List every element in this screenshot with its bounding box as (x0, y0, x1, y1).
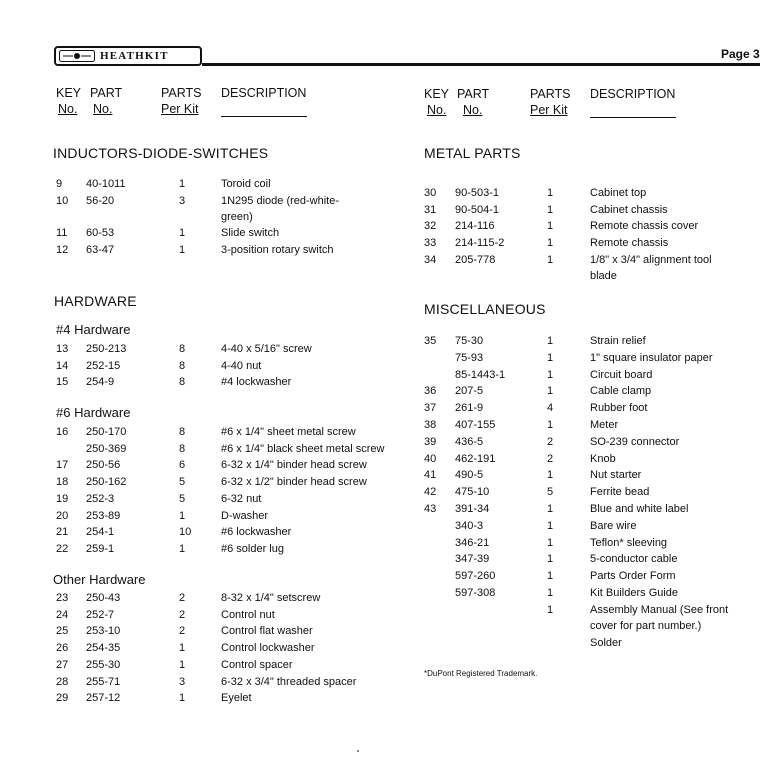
qty-cell: 1 (547, 253, 554, 266)
part-cell: 346-21 (455, 536, 490, 549)
page-speck (357, 750, 359, 752)
desc-cell: Control flat washer (221, 625, 313, 638)
part-cell: 254-1 (86, 526, 115, 539)
desc-cell-continued: green) (221, 210, 253, 223)
col-key-no-left: No. (58, 102, 78, 116)
desc-cell: Solder (590, 636, 622, 649)
key-cell: 35 (424, 335, 437, 347)
col-desc-underline-left (221, 116, 307, 117)
header-rule (202, 63, 760, 66)
col-parts-right: PARTS (530, 87, 571, 101)
desc-cell: Control lockwasher (221, 642, 315, 655)
desc-cell: Teflon* sleeving (590, 536, 668, 549)
qty-cell: 1 (547, 469, 554, 482)
desc-cell: Cabinet chassis (590, 203, 668, 216)
qty-cell: 5 (179, 476, 186, 489)
brand-name: HEATHKIT (100, 50, 169, 62)
key-cell: 39 (424, 435, 437, 448)
desc-cell: Kit Builders Guide (590, 587, 679, 599)
part-cell: 250-369 (86, 442, 127, 455)
part-cell: 90-504-1 (455, 203, 500, 216)
desc-cell: 1/8" x 3/4" alignment tool (590, 253, 712, 266)
part-cell: 259-1 (86, 542, 115, 555)
section-misc-title: MISCELLANEOUS (424, 301, 546, 317)
desc-cell: D-washer (221, 509, 269, 522)
key-cell: 9 (56, 178, 63, 190)
desc-cell: 4-40 nut (221, 359, 262, 372)
qty-cell: 1 (547, 587, 554, 599)
col-per-kit-left: Per Kit (161, 102, 199, 116)
desc-cell: Blue and white label (590, 503, 689, 515)
desc-cell: Nut starter (590, 469, 642, 482)
part-cell: 56-20 (86, 194, 115, 207)
qty-cell: 1 (547, 368, 554, 381)
desc-cell: Parts Order Form (590, 570, 676, 583)
key-cell: 20 (56, 509, 69, 522)
key-cell: 27 (56, 658, 69, 671)
desc-cell: 4-40 x 5/16" screw (221, 343, 312, 355)
part-cell: 75-30 (455, 335, 484, 347)
key-cell: 17 (56, 459, 69, 472)
part-cell: 257-12 (86, 692, 121, 705)
part-cell: 250-43 (86, 592, 121, 604)
qty-cell: 6 (179, 459, 186, 472)
desc-cell: SO-239 connector (590, 435, 680, 448)
qty-cell: 1 (179, 542, 186, 555)
part-cell: 255-30 (86, 658, 121, 671)
desc-cell: #6 solder lug (221, 542, 284, 555)
qty-cell: 5 (179, 492, 186, 505)
part-cell: 40-1011 (86, 178, 126, 190)
part-cell: 340-3 (455, 519, 484, 532)
qty-cell: 1 (547, 351, 554, 364)
key-cell: 14 (56, 359, 69, 372)
key-cell: 12 (56, 244, 69, 257)
qty-cell: 2 (179, 625, 186, 638)
part-cell: 63-47 (86, 244, 115, 257)
desc-cell: 6-32 x 3/4" threaded spacer (221, 675, 357, 688)
desc-cell: Knob (590, 452, 616, 465)
key-cell: 26 (56, 642, 69, 655)
desc-cell: 8-32 x 1/4" setscrew (221, 592, 321, 604)
qty-cell: 8 (179, 343, 186, 355)
heathkit-logo (54, 46, 202, 66)
desc-cell: 6-32 x 1/4" binder head screw (221, 459, 367, 472)
key-cell: 41 (424, 469, 437, 482)
part-cell: 597-260 (455, 570, 496, 583)
qty-cell: 10 (179, 526, 192, 539)
part-cell: 597-308 (455, 587, 496, 599)
key-cell: 28 (56, 675, 69, 688)
part-cell: 261-9 (455, 402, 484, 415)
qty-cell: 2 (179, 592, 186, 604)
part-cell: 252-7 (86, 608, 115, 621)
col-key-no-right: No. (427, 103, 447, 117)
desc-cell: Control spacer (221, 658, 293, 671)
key-cell: 32 (424, 220, 437, 233)
subsection-hw4-title: #4 Hardware (56, 322, 131, 337)
key-cell: 13 (56, 343, 69, 355)
desc-cell: Remote chassis cover (590, 220, 699, 233)
desc-cell: Eyelet (221, 692, 252, 705)
col-part-right: PART (457, 87, 490, 101)
qty-cell: 1 (547, 187, 554, 199)
key-cell: 33 (424, 237, 437, 250)
qty-cell: 2 (547, 435, 554, 448)
qty-cell: 8 (179, 376, 186, 389)
part-cell: 475-10 (455, 486, 490, 499)
qty-cell: 1 (179, 178, 186, 190)
key-cell: 43 (424, 503, 437, 515)
desc-cell: Meter (590, 419, 619, 431)
col-key-left: KEY (56, 86, 82, 100)
desc-cell: Assembly Manual (See front (590, 603, 729, 616)
qty-cell: 1 (179, 244, 186, 257)
part-cell: 85-1443-1 (455, 368, 506, 381)
col-per-kit-right: Per Kit (530, 103, 568, 117)
qty-cell: 1 (547, 203, 554, 216)
part-cell: 214-115-2 (455, 237, 505, 250)
qty-cell: 1 (547, 385, 554, 398)
desc-cell: 1N295 diode (red-white- (221, 194, 340, 207)
key-cell: 34 (424, 253, 437, 266)
key-cell: 22 (56, 542, 69, 555)
key-cell: 42 (424, 486, 437, 499)
part-cell: 490-5 (455, 469, 484, 482)
key-cell: 23 (56, 592, 69, 604)
qty-cell: 1 (179, 692, 186, 705)
col-part-no-left: No. (93, 102, 113, 116)
qty-cell: 1 (547, 603, 554, 616)
part-cell: 347-39 (455, 553, 490, 566)
part-cell: 255-71 (86, 675, 121, 688)
key-cell: 21 (56, 526, 69, 539)
qty-cell: 1 (547, 503, 554, 515)
key-cell: 18 (56, 476, 69, 489)
qty-cell: 1 (547, 536, 554, 549)
qty-cell: 8 (179, 426, 186, 438)
footnote: *DuPont Registered Trademark. (424, 669, 538, 678)
section-metal-title: METAL PARTS (424, 145, 521, 161)
desc-cell: Rubber foot (590, 402, 648, 415)
col-parts-left: PARTS (161, 86, 202, 100)
qty-cell: 1 (547, 553, 554, 566)
desc-cell: Slide switch (221, 227, 280, 240)
subsection-hw6-title: #6 Hardware (56, 405, 131, 420)
part-cell: 250-170 (86, 426, 127, 438)
col-desc-underline-right (590, 117, 676, 118)
qty-cell: 5 (547, 486, 554, 499)
desc-cell: 6-32 x 1/2" binder head screw (221, 476, 367, 489)
desc-cell: Control nut (221, 608, 275, 621)
desc-cell: 6-32 nut (221, 492, 262, 505)
qty-cell: 1 (179, 658, 186, 671)
part-cell: 252-15 (86, 359, 121, 372)
part-cell: 75-93 (455, 351, 484, 364)
key-cell: 29 (56, 692, 69, 705)
part-cell: 207-5 (455, 385, 484, 398)
desc-cell: Remote chassis (590, 237, 669, 250)
desc-cell: 1" square insulator paper (590, 351, 713, 364)
section-inductors-title: INDUCTORS-DIODE-SWITCHES (53, 145, 269, 161)
qty-cell: 1 (179, 642, 186, 655)
qty-cell: 1 (547, 335, 554, 347)
key-cell: 15 (56, 376, 69, 389)
part-cell: 90-503-1 (455, 187, 500, 199)
desc-cell: #6 x 1/4" black sheet metal screw (221, 442, 385, 455)
desc-cell-continued: blade (590, 269, 617, 282)
qty-cell: 8 (179, 442, 186, 455)
desc-cell: #6 x 1/4" sheet metal screw (221, 426, 356, 438)
qty-cell: 1 (179, 227, 186, 240)
qty-cell: 3 (179, 675, 186, 688)
key-cell: 24 (56, 608, 69, 621)
desc-cell: Toroid coil (221, 178, 271, 190)
part-cell: 253-89 (86, 509, 121, 522)
part-cell: 250-56 (86, 459, 121, 472)
col-desc-left: DESCRIPTION (221, 86, 307, 100)
desc-cell: Bare wire (590, 519, 637, 532)
qty-cell: 1 (547, 519, 554, 532)
part-cell: 253-10 (86, 625, 121, 638)
key-cell: 38 (424, 419, 437, 431)
col-desc-right: DESCRIPTION (590, 87, 676, 101)
key-cell: 37 (424, 402, 437, 415)
part-cell: 252-3 (86, 492, 115, 505)
key-cell: 30 (424, 187, 437, 199)
key-cell: 16 (56, 426, 69, 438)
desc-cell: #6 lockwasher (221, 526, 292, 539)
desc-cell: Cabinet top (590, 187, 647, 199)
part-cell: 250-162 (86, 476, 127, 489)
part-cell: 391-34 (455, 503, 490, 515)
part-cell: 250-213 (86, 343, 127, 355)
col-key-right: KEY (424, 87, 450, 101)
qty-cell: 4 (547, 402, 554, 415)
key-cell: 19 (56, 492, 69, 505)
desc-cell-continued: cover for part number.) (590, 619, 702, 632)
part-cell: 254-35 (86, 642, 121, 655)
qty-cell: 1 (547, 419, 554, 431)
key-cell: 25 (56, 625, 69, 638)
desc-cell: 5-conductor cable (590, 553, 678, 566)
col-part-left: PART (90, 86, 123, 100)
part-cell: 205-778 (455, 253, 496, 266)
key-cell: 31 (424, 203, 437, 216)
page-number: Page 3 (721, 47, 760, 61)
desc-cell: #4 lockwasher (221, 376, 292, 389)
qty-cell: 1 (179, 509, 186, 522)
key-cell: 36 (424, 385, 437, 398)
desc-cell: Circuit board (590, 368, 653, 381)
qty-cell: 1 (547, 237, 554, 250)
qty-cell: 1 (547, 220, 554, 233)
subsection-other-title: Other Hardware (53, 572, 146, 587)
desc-cell: Ferrite bead (590, 486, 650, 499)
part-cell: 436-5 (455, 435, 484, 448)
qty-cell: 1 (547, 570, 554, 583)
desc-cell: Cable clamp (590, 385, 652, 398)
part-cell: 60-53 (86, 227, 115, 240)
qty-cell: 3 (179, 194, 186, 207)
part-cell: 254-9 (86, 376, 115, 389)
part-cell: 407-155 (455, 419, 496, 431)
section-hardware-title: HARDWARE (54, 293, 137, 309)
col-part-no-right: No. (463, 103, 483, 117)
part-cell: 462-191 (455, 452, 496, 465)
qty-cell: 2 (547, 452, 554, 465)
desc-cell: Strain relief (590, 335, 646, 347)
qty-cell: 2 (179, 608, 186, 621)
part-cell: 214-116 (455, 220, 495, 233)
key-cell: 11 (56, 227, 68, 240)
key-cell: 10 (56, 194, 69, 207)
key-cell: 40 (424, 452, 437, 465)
qty-cell: 8 (179, 359, 186, 372)
desc-cell: 3-position rotary switch (221, 244, 334, 257)
heathkit-emblem-icon (59, 50, 95, 62)
